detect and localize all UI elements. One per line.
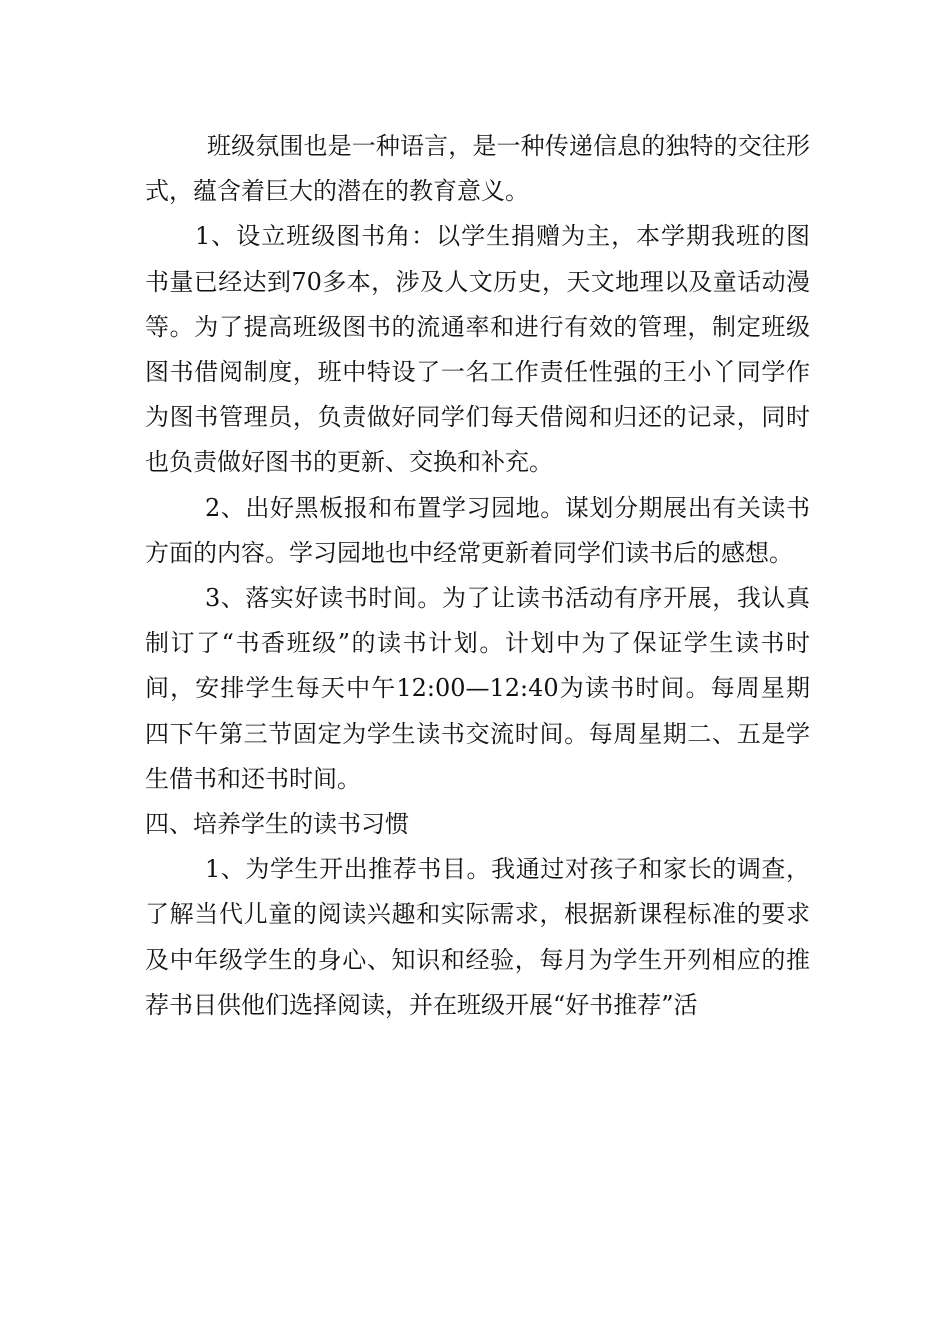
paragraph-reading-time: 3、落实好读书时间。为了让读书活动有序开展，我认真制订了“书香班级”的读书计划。计划中为了保证学生读书时间，安排学生每天中午12:00—12:40为读书时间。每周星期四下午第三节固定为学生读书交流时间。每周星期二、五是学生借书和还书时间。 (145, 584, 810, 793)
paragraph-class-atmosphere: 班级氛围也是一种语言，是一种传递信息的独特的交往形式，蕴含着巨大的潜在的教育意义。 (145, 132, 810, 206)
paragraph-book-corner: 1、设立班级图书角：以学生捐赠为主，本学期我班的图书量已经达到70多本，涉及人文历史，天文地理以及童话动漫等。为了提高班级图书的流通率和进行有效的管理，制定班级图书借阅制度，班中特设了一名工作责任性强的王小丫同学作为图书管理员，负责做好同学们每天借阅和归还的记录，同时也负责做好图书的更新、交换和补充。 (145, 222, 810, 477)
section-heading-reading-habits: 四、培养学生的读书习惯 (145, 810, 409, 839)
paragraph-recommended-books: 1、为学生开出推荐书目。我通过对孩子和家长的调查，了解当代儿童的阅读兴趣和实际需求，根据新课程标准的要求及中年级学生的身心、知识和经验，每月为学生开列相应的推荐书目供他们选择阅读，并在班级开展“好书推荐”活 (145, 855, 810, 1019)
paragraph-blackboard: 2、出好黑板报和布置学习园地。谋划分期展出有关读书方面的内容。学习园地也中经常更新着同学们读书后的感想。 (145, 493, 810, 567)
document-body (145, 124, 810, 1028)
